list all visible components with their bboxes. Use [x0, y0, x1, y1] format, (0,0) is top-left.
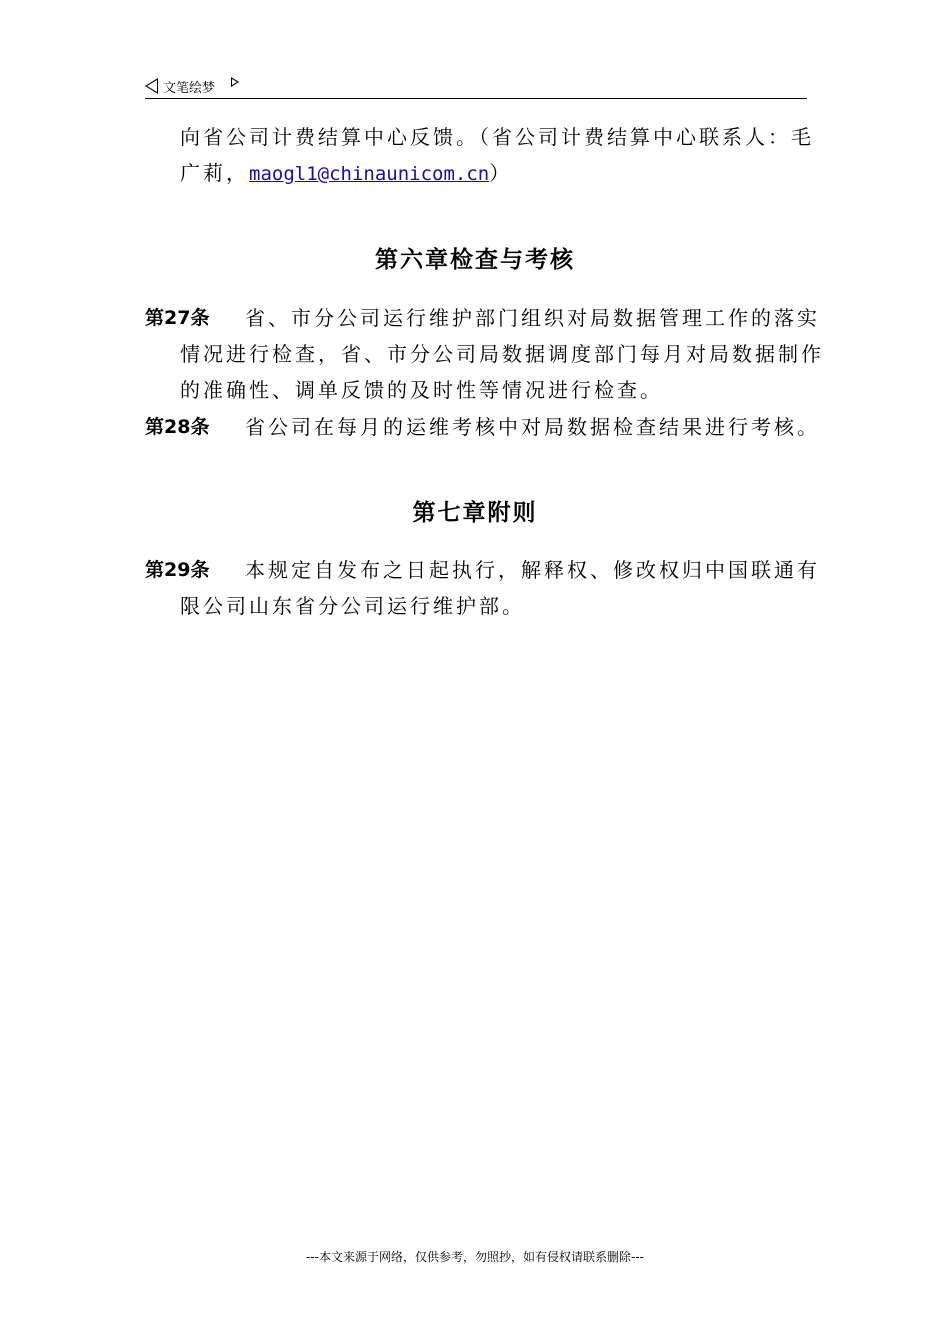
chapter-6-title: 第六章检查与考核 [375, 247, 575, 273]
right-triangle-icon [231, 77, 239, 87]
intro-line-2-prefix: 广莉， [180, 161, 249, 185]
footer-disclaimer: ---本文来源于网络，仅供参考，勿照抄，如有侵权请联系删除--- [306, 1250, 644, 1264]
article-27-line-1: 省、市分公司运行维护部门组织对局数据管理工作的落实 [245, 306, 820, 330]
contact-email-link[interactable]: maogl1@chinaunicom.cn [249, 163, 490, 185]
page-header [145, 76, 807, 99]
intro-line-2 [180, 156, 512, 192]
article-29-line-1: 本规定自发布之日起执行，解释权、修改权归中国联通有 [245, 558, 820, 582]
article-29-label: 第29条 [145, 559, 210, 581]
article-27-label: 第27条 [145, 307, 210, 329]
article-27-line-3: 的准确性、调单反馈的及时性等情况进行检查。 [180, 378, 663, 402]
article-28-line-1: 省公司在每月的运维考核中对局数据检查结果进行考核。 [245, 415, 820, 439]
chapter-7-title: 第七章附则 [412, 500, 538, 526]
article-28-label: 第28条 [145, 416, 210, 438]
article-29-line-2: 限公司山东省分公司运行维护部。 [180, 594, 525, 618]
left-triangle-icon [145, 78, 158, 94]
article-27-line-2: 情况进行检查，省、市分公司局数据调度部门每月对局数据制作 [180, 342, 824, 366]
intro-line-2-suffix: ） [489, 161, 513, 185]
intro-line-1: 向省公司计费结算中心反馈。（省公司计费结算中心联系人：毛 [180, 125, 814, 149]
header-title: 文笔绘梦 [163, 81, 216, 96]
